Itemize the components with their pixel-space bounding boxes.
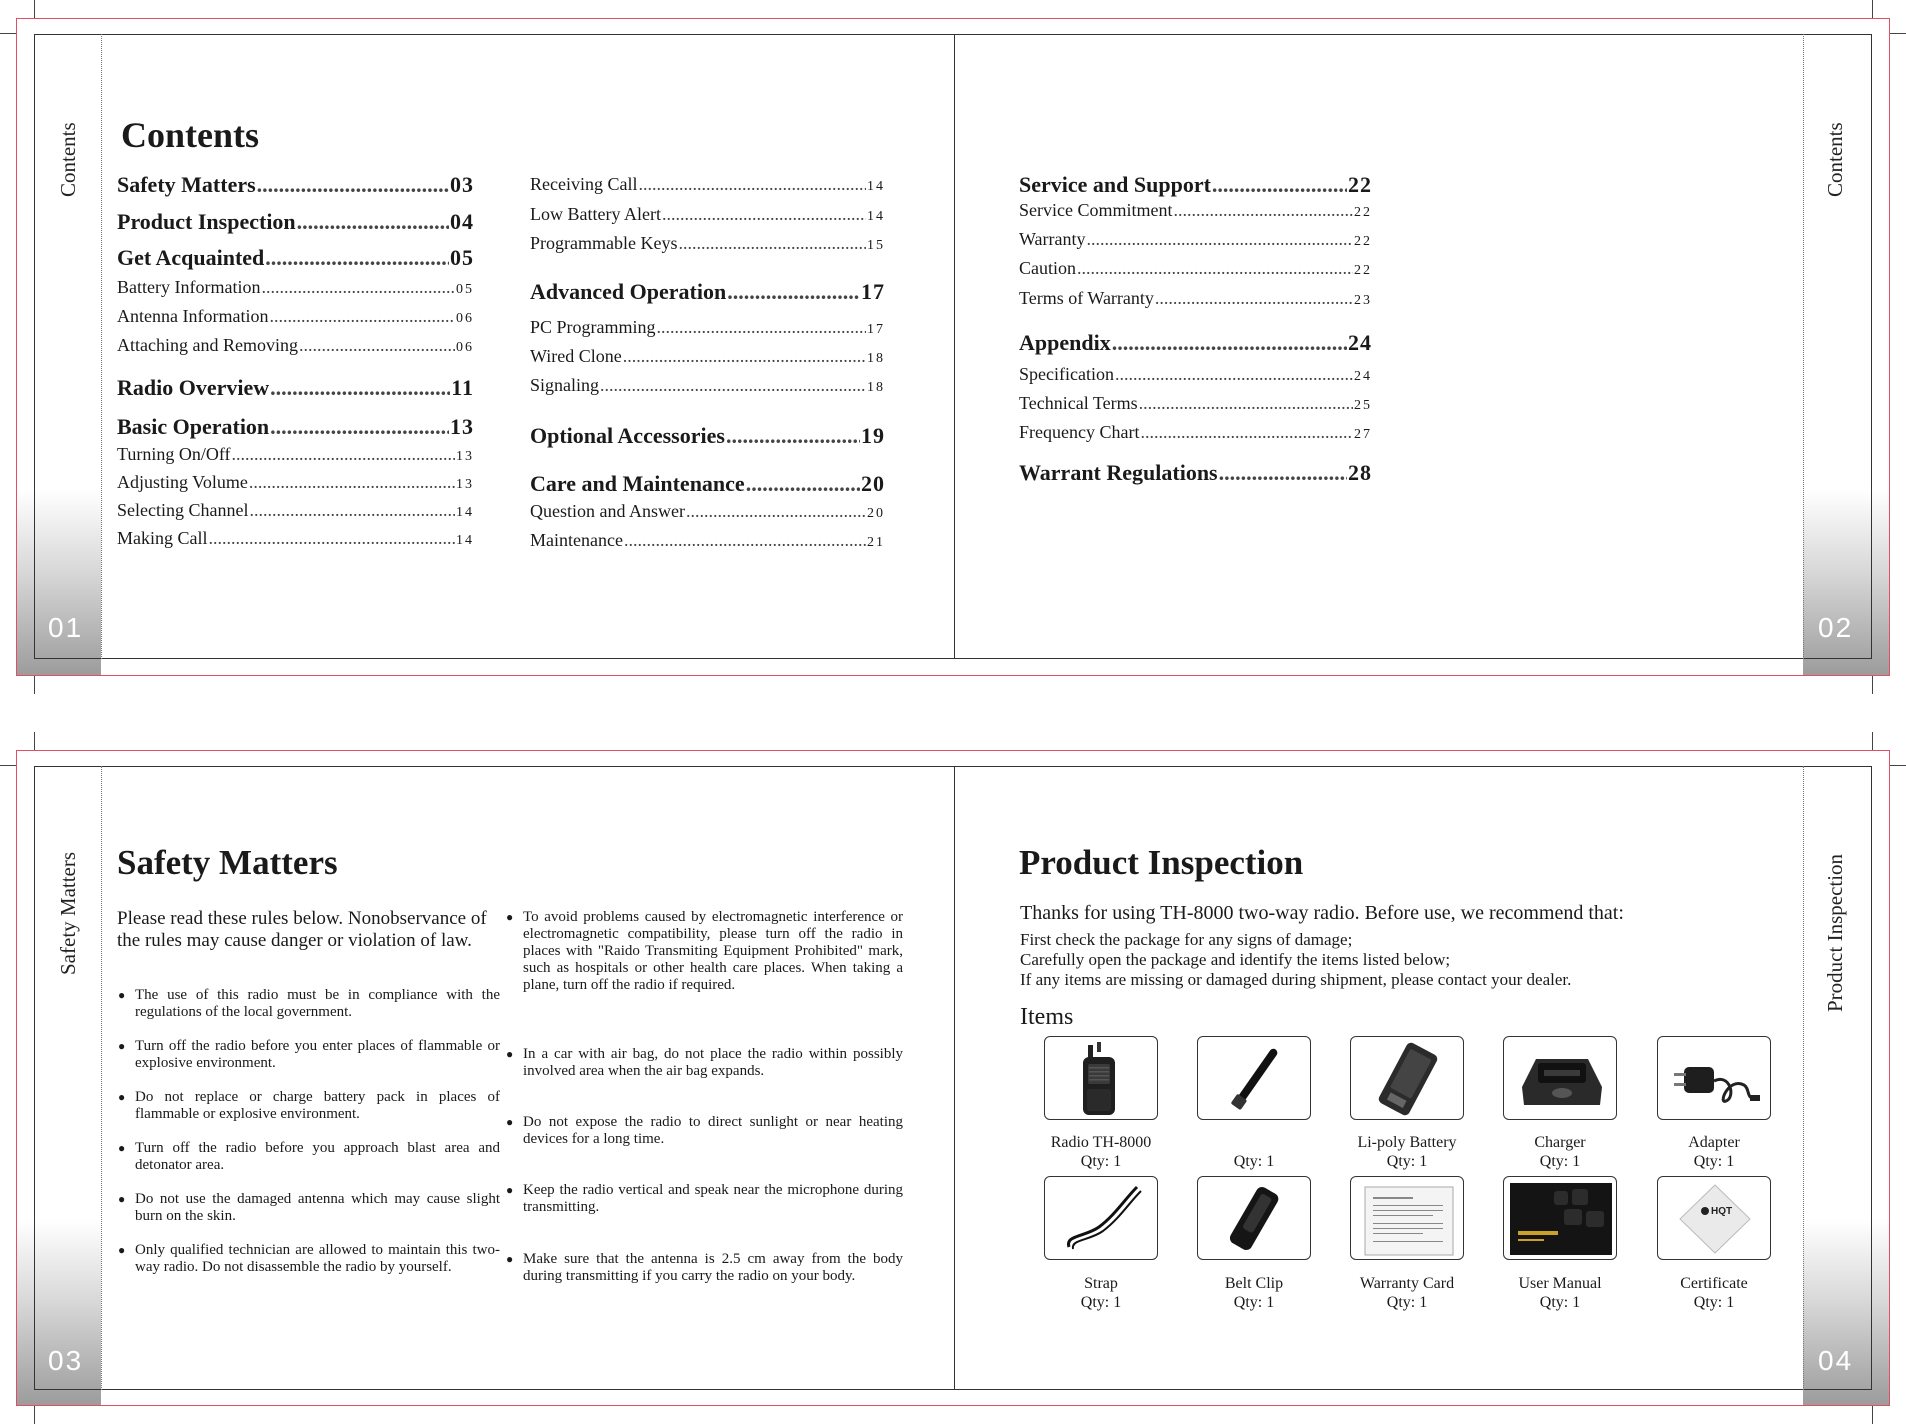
inspection-intro: Thanks for using TH-8000 two-way radio. Before use, we recommend that: [1020,902,1624,924]
toc-entry-label: Maintenance [530,530,623,550]
toc-entry-label: Warranty [1019,229,1086,249]
item-name: Charger [1534,1134,1586,1151]
toc-entry[interactable] [1019,364,1372,385]
crop-mark [1872,676,1873,694]
certificate-icon [1658,1177,1770,1260]
item-photo [1350,1036,1464,1120]
toc-entry-label: Care and Maintenance [530,471,745,496]
belt-clip-icon [1198,1177,1310,1260]
safety-rule: ● Turn off the radio before you approach blast area and detonator area. [118,1140,500,1174]
toc-entry-page: 15 [867,238,885,253]
item-caption [1480,1274,1640,1312]
toc-entry[interactable] [530,279,885,305]
toc-entry-page: 11 [451,375,474,400]
side-label-right: Contents [1823,122,1847,197]
toc-entry-page: 24 [1348,330,1372,355]
toc-entry[interactable] [1019,288,1372,309]
side-label-left: Contents [56,122,80,197]
toc-leader-dots [662,204,866,225]
toc-leader-dots [299,335,455,356]
toc-leader-dots [1212,172,1347,198]
toc-leader-dots [209,528,456,549]
item-caption [1174,1274,1334,1312]
toc-entry-page: 27 [1354,427,1372,442]
item-caption [1634,1274,1794,1312]
safety-rule: ● The use of this radio must be in compliance with the regulations of the local government. [118,987,500,1021]
toc-entry-page: 22 [1354,205,1372,220]
safety-rule: ● Do not replace or charge battery pack in places of flammable or explosive environment. [118,1089,500,1123]
toc-entry-label: Advanced Operation [530,279,727,304]
toc-entry[interactable] [1019,422,1372,443]
strap-icon [1045,1177,1157,1260]
toc-entry-label: Radio Overview [117,375,270,400]
toc-leader-dots [257,172,449,198]
crop-mark [1890,33,1906,34]
toc-entry-page: 21 [867,535,885,550]
toc-leader-dots [1155,288,1353,309]
toc-entry-label: Antenna Information [117,306,269,326]
toc-leader-dots [297,209,449,235]
crop-mark [0,33,16,34]
margin-line [101,34,102,659]
item-name: Certificate [1680,1275,1748,1292]
item-name: Li-poly Battery [1357,1134,1457,1151]
toc-leader-dots [270,375,450,401]
toc-leader-dots [623,346,866,367]
toc-entry[interactable] [117,172,474,198]
toc-entry-page: 17 [867,322,885,337]
crop-mark [1872,732,1873,750]
item-qty: Qty: 1 [1693,1153,1735,1170]
toc-entry-label: Turning On/Off [117,444,231,464]
toc-entry-label: Service Commitment [1019,200,1173,220]
toc-entry-label: Service and Support [1019,172,1211,197]
toc-entry[interactable] [530,174,885,195]
toc-entry-label: Low Battery Alert [530,204,661,224]
item-caption [1634,1133,1794,1171]
toc-entry-label: Safety Matters [117,172,256,197]
item-caption [1021,1133,1181,1171]
toc-entry-page: 05 [450,245,474,270]
warranty-card-icon [1351,1177,1463,1260]
toc-entry-page: 19 [861,423,885,448]
toc-leader-dots [1087,229,1353,250]
item-name: Adapter [1688,1134,1740,1151]
toc-entry[interactable] [530,204,885,225]
toc-entry[interactable] [1019,258,1372,279]
item-name [1174,1133,1334,1152]
page-number: 02 [1818,612,1854,643]
item-photo [1350,1176,1464,1260]
toc-entry-page: 13 [450,414,474,439]
toc-entry[interactable] [117,245,474,271]
toc-entry[interactable] [530,317,885,338]
toc-entry-label: Making Call [117,528,208,548]
crop-mark [34,676,35,694]
toc-leader-dots [1140,422,1353,443]
toc-entry-page: 14 [456,505,474,520]
toc-entry[interactable] [117,335,474,356]
crop-mark [1890,765,1906,766]
toc-entry[interactable] [117,277,474,298]
toc-entry-label: Terms of Warranty [1019,288,1154,308]
toc-entry-label: Caution [1019,258,1076,278]
side-label-right: Product Inspection [1823,853,1847,1012]
toc-entry[interactable] [117,375,474,401]
toc-entry-label: Technical Terms [1019,393,1138,413]
item-qty: Qty: 1 [1539,1294,1581,1311]
crop-mark [1872,1406,1873,1424]
item-qty: Qty: 1 [1693,1294,1735,1311]
toc-entry-label: Wired Clone [530,346,622,366]
toc-entry[interactable] [1019,172,1372,198]
toc-entry-label: Selecting Channel [117,500,249,520]
toc-entry-page: 24 [1354,369,1372,384]
toc-leader-dots [638,174,866,195]
item-photo [1503,1036,1617,1120]
toc-entry[interactable] [530,346,885,367]
toc-entry-page: 03 [450,172,474,197]
toc-entry[interactable] [1019,200,1372,221]
toc-entry-page: 13 [456,449,474,464]
inspection-line: First check the package for any signs of damage; [1020,930,1353,949]
crop-mark [34,0,35,18]
page-title: Contents [121,115,260,155]
toc-leader-dots [1077,258,1353,279]
toc-entry[interactable] [1019,229,1372,250]
toc-entry-label: Question and Answer [530,501,685,521]
side-label-left: Safety Matters [56,851,80,975]
toc-entry-label: Adjusting Volume [117,472,248,492]
toc-leader-dots [1219,460,1347,486]
toc-entry-page: 14 [867,209,885,224]
toc-entry-page: 20 [867,506,885,521]
section-title: Safety Matters [117,843,338,882]
toc-leader-dots [249,500,455,521]
item-caption [1174,1133,1334,1171]
item-name: User Manual [1518,1275,1602,1292]
inspection-line: Carefully open the package and identify the items listed below; [1020,950,1451,969]
toc-leader-dots [1173,200,1353,221]
toc-entry-label: Specification [1019,364,1114,384]
toc-entry[interactable] [117,472,474,493]
adapter-icon [1658,1037,1770,1120]
spine-line [954,34,955,659]
toc-entry[interactable] [117,528,474,549]
toc-entry-page: 05 [456,282,474,297]
item-name: Radio TH-8000 [1050,1134,1152,1151]
safety-rule: ● In a car with air bag, do not place the radio within possibly involved area when the air bag expands. [506,1046,903,1080]
item-qty: Qty: 1 [1233,1153,1275,1170]
safety-rule: ● Make sure that the antenna is 2.5 cm away from the body during transmitting if you carry the radio on your body. [506,1251,903,1285]
item-photo [1503,1176,1617,1260]
toc-entry[interactable] [117,414,474,440]
item-qty: Qty: 1 [1233,1294,1275,1311]
toc-entry[interactable] [530,501,885,522]
toc-leader-dots [270,414,449,440]
charger-icon [1504,1037,1616,1120]
spine-line [954,766,955,1390]
toc-entry[interactable] [530,471,885,497]
safety-intro: Please read these rules below. Nonobservance of the rules may cause danger or violation of law. [117,908,487,951]
toc-entry-label: Warrant Regulations [1019,460,1218,485]
toc-leader-dots [1112,330,1347,356]
item-photo [1657,1036,1771,1120]
toc-entry-page: 20 [861,471,885,496]
toc-entry-label: Receiving Call [530,174,638,194]
toc-leader-dots [269,306,455,327]
toc-entry[interactable] [1019,393,1372,414]
toc-leader-dots [1139,393,1353,414]
item-qty: Qty: 1 [1080,1153,1122,1170]
toc-entry-page: 28 [1348,460,1372,485]
item-qty: Qty: 1 [1080,1294,1122,1311]
toc-entry-page: 13 [456,477,474,492]
page-number: 03 [48,1345,84,1376]
toc-leader-dots [727,279,860,305]
toc-entry-page: 25 [1354,398,1372,413]
toc-leader-dots [657,317,866,338]
margin-line [1803,766,1804,1390]
toc-entry-label: Get Acquainted [117,245,265,270]
radio-icon [1045,1037,1157,1120]
item-caption [1480,1133,1640,1171]
toc-entry-label: PC Programming [530,317,656,337]
antenna-icon [1198,1037,1310,1120]
toc-entry-label: Frequency Chart [1019,422,1140,442]
toc-entry[interactable] [530,530,885,551]
items-heading: Items [1020,1004,1074,1030]
margin-line [1803,34,1804,659]
item-caption [1021,1274,1181,1312]
item-photo [1044,1036,1158,1120]
safety-rule: ● Turn off the radio before you enter places of flammable or explosive environment. [118,1038,500,1072]
item-caption [1327,1274,1487,1312]
toc-entry-label: Optional Accessories [530,423,725,448]
item-qty: Qty: 1 [1386,1153,1428,1170]
toc-entry-page: 06 [456,311,474,326]
toc-entry-page: 18 [867,380,885,395]
item-qty: Qty: 1 [1539,1153,1581,1170]
toc-entry-page: 14 [456,533,474,548]
toc-leader-dots [232,444,455,465]
item-photo [1197,1176,1311,1260]
toc-entry-label: Attaching and Removing [117,335,298,355]
toc-entry-label: Product Inspection [117,209,296,234]
toc-entry[interactable] [530,233,885,254]
toc-leader-dots [265,245,449,271]
certificate-logo: HQT [1711,1206,1733,1217]
safety-rule: ● Keep the radio vertical and speak near the microphone during transmitting. [506,1182,903,1216]
toc-entry-page: 22 [1348,172,1372,197]
item-photo [1044,1176,1158,1260]
toc-entry-page: 06 [456,340,474,355]
toc-leader-dots [1115,364,1353,385]
crop-mark [34,732,35,750]
toc-entry[interactable] [117,306,474,327]
user-manual-icon [1504,1177,1616,1260]
toc-entry[interactable] [117,444,474,465]
item-name: Warranty Card [1359,1275,1455,1292]
toc-leader-dots [746,471,860,497]
safety-rule: ● Do not use the damaged antenna which may cause slight burn on the skin. [118,1191,500,1225]
toc-entry-page: 17 [861,279,885,304]
inspection-line: If any items are missing or damaged during shipment, please contact your dealer. [1020,970,1572,989]
toc-entry-page: 22 [1354,263,1372,278]
toc-entry-page: 04 [450,209,474,234]
toc-entry[interactable] [117,209,474,235]
toc-leader-dots [726,423,860,449]
item-photo [1657,1176,1771,1260]
toc-leader-dots [686,501,866,522]
toc-leader-dots [261,277,455,298]
toc-entry-page: 23 [1354,293,1372,308]
page-number: 01 [48,612,84,643]
toc-leader-dots [249,472,455,493]
toc-entry[interactable] [1019,330,1372,356]
toc-entry[interactable] [530,375,885,396]
toc-entry-page: 14 [867,179,885,194]
crop-mark [1872,0,1873,18]
toc-entry-label: Appendix [1019,330,1111,355]
safety-rule: ● Do not expose the radio to direct sunlight or near heating devices for a long time. [506,1114,903,1148]
toc-entry-label: Programmable Keys [530,233,678,253]
item-name: Belt Clip [1224,1275,1284,1292]
toc-entry[interactable] [530,423,885,449]
toc-entry-label: Basic Operation [117,414,270,439]
safety-rule: ● Only qualified technician are allowed to maintain this two-way radio. Do not disassemble the radio by yourself. [118,1242,500,1276]
item-photo [1197,1036,1311,1120]
toc-entry-label: Battery Information [117,277,261,297]
crop-mark [0,765,16,766]
item-name: Strap [1084,1275,1118,1292]
margin-line [101,766,102,1390]
toc-entry-label: Signaling [530,375,600,395]
toc-entry[interactable] [1019,460,1372,486]
item-qty: Qty: 1 [1386,1294,1428,1311]
toc-leader-dots [678,233,866,254]
toc-leader-dots [624,530,866,551]
item-caption [1327,1133,1487,1171]
safety-rule: ● To avoid problems caused by electromagnetic interference or electromagnetic compatibility, please turn off the radio in places with "Raido Transmiting Equipment Prohibited" mark, such as hospitals or other health care places. When taking a plane, turn off the radio if required. [506,909,903,994]
section-title: Product Inspection [1019,843,1304,882]
toc-entry-page: 18 [867,351,885,366]
crop-mark [34,1406,35,1424]
page-number: 04 [1818,1345,1854,1376]
toc-entry[interactable] [117,500,474,521]
toc-entry-page: 22 [1354,234,1372,249]
toc-leader-dots [600,375,866,396]
battery-icon [1351,1037,1463,1120]
